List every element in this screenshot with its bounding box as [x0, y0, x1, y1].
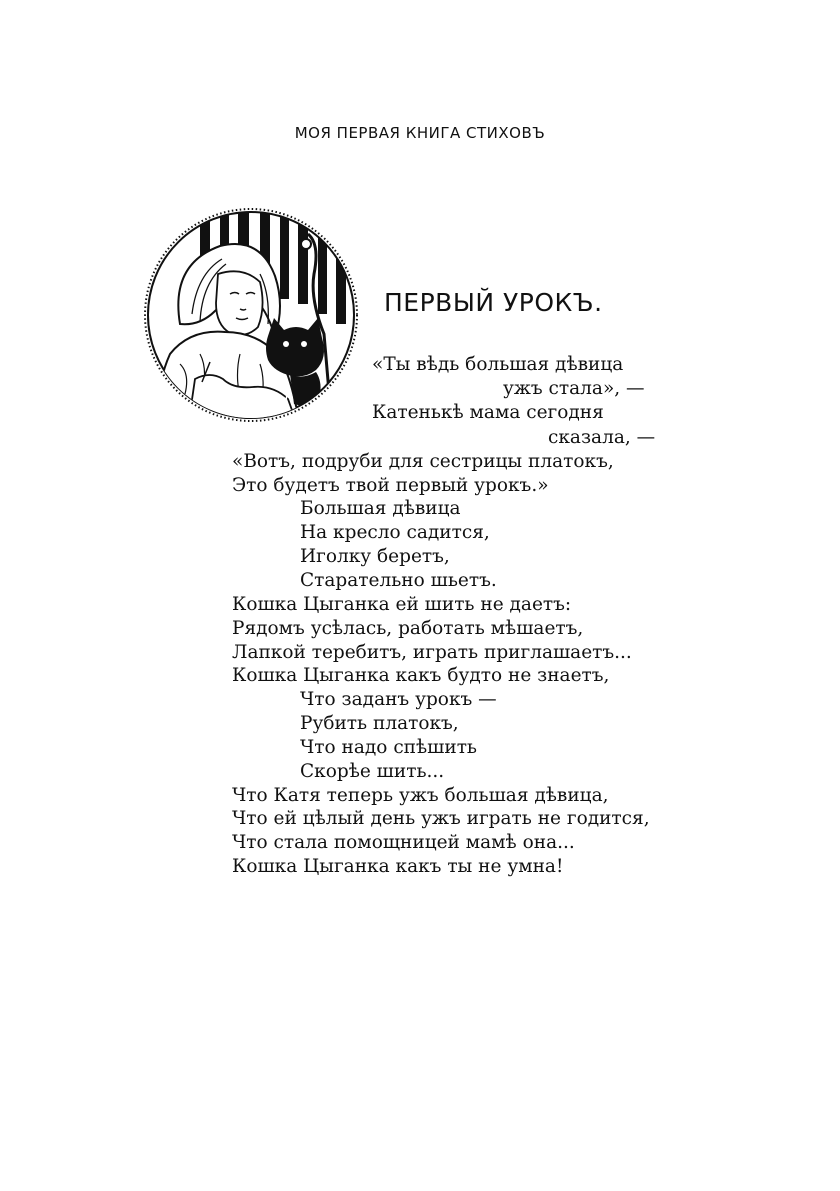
vignette-girl-and-cat-illustration: [140, 204, 362, 426]
poem-line: сказала, —: [548, 427, 656, 448]
poem-line: Лапкой теребитъ, играть приглашаетъ...: [232, 642, 632, 663]
running-head: МОЯ ПЕРВАЯ КНИГА СТИХОВЪ: [294, 124, 546, 142]
poem-title: ПЕРВЫЙ УРОКЪ.: [384, 288, 603, 317]
poem-line: Что стала помощницей мамѣ она...: [232, 832, 575, 853]
poem-line: Иголку беретъ,: [300, 546, 450, 567]
poem-line: Это будетъ твой первый урокъ.»: [232, 475, 549, 496]
poem-line: Что Катя теперь ужъ большая дѣвица,: [232, 785, 609, 806]
poem-line: Кошка Цыганка ей шить не даетъ:: [232, 594, 572, 615]
poem-line: ужъ стала», —: [503, 378, 645, 399]
poem-line: Кошка Цыганка какъ будто не знаетъ,: [232, 665, 610, 686]
poem-line: Катенькѣ мама сегодня: [372, 402, 604, 423]
poem-line: Большая дѣвица: [300, 498, 461, 519]
poem-line: Старательно шьетъ.: [300, 570, 497, 591]
poem-line: Что ей цѣлый день ужъ играть не годится,: [232, 808, 650, 829]
poem-line: Скорѣе шить...: [300, 761, 445, 782]
poem-line: Рубить платокъ,: [300, 713, 459, 734]
poem-line: Кошка Цыганка какъ ты не умна!: [232, 856, 564, 877]
poem-line: Рядомъ усѣлась, работать мѣшаетъ,: [232, 618, 584, 639]
poem-line: Что заданъ урокъ —: [300, 689, 497, 710]
poem-line: На кресло садится,: [300, 522, 490, 543]
poem-line: «Ты вѣдь большая дѣвица: [372, 354, 624, 375]
poem-line: «Вотъ, подруби для сестрицы платокъ,: [232, 451, 614, 472]
poem-line: Что надо спѣшить: [300, 737, 478, 758]
